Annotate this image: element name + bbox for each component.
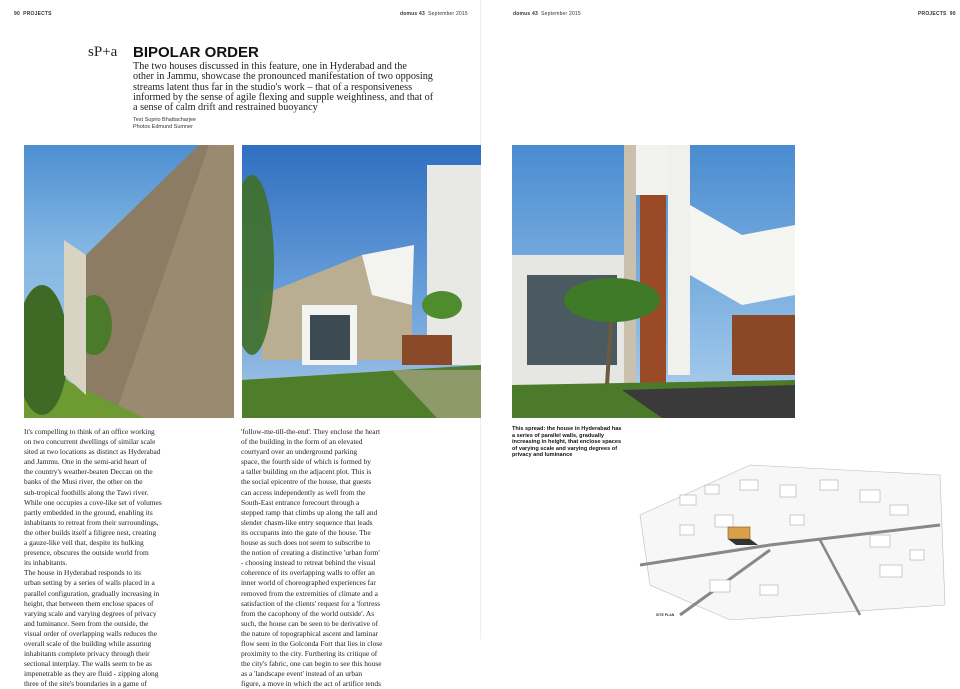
body-text-line: sub-tropical foothills along the Tawi river. <box>24 487 149 497</box>
body-text-line: partly embedded in the ground, enabling its <box>24 507 153 517</box>
body-text-line: sited at two locations as distinct as Hyderabad <box>24 447 161 457</box>
body-text-line: stepped ramp that climbs up along the tall and <box>241 507 378 517</box>
deck-line: informed by the sense of agile flexing and supple weightiness, and that of <box>133 91 434 103</box>
magazine-issue: domus 43 <box>400 11 425 17</box>
body-text-line: and luminance. Seen from the outside, the <box>24 618 149 628</box>
body-text-line: 'follow-me-till-the-end'. They enclose the heart <box>241 427 380 436</box>
body-text-line: a gauze-like veil that, despite its hulking <box>24 538 144 548</box>
body-text-line: visual order of overlapping walls reduces the <box>24 628 157 638</box>
body-text-line: the nature of topographical ascent and laminar <box>241 628 379 638</box>
body-text-line: presence, obscures the outside world from <box>24 548 149 558</box>
text-credit: Text Suprio Bhattacharjee <box>133 117 196 123</box>
body-text-line: house as such does not seem to subscribe to <box>241 538 371 548</box>
body-text-line: South-East entrance forecourt through a <box>241 497 360 507</box>
body-text-line: its inhabitants. <box>24 558 68 568</box>
deck-line: The two houses discussed in this feature, one in Hyderabad and the <box>133 61 407 72</box>
photo-caption: This spread: the house in Hyderabad has a series of parallel walls, gradually increasing in height, that enclose spaces of varying scale and varying degrees of privacy and luminance <box>512 426 622 459</box>
body-text-line: three of the site's boundaries in a game of <box>24 679 147 689</box>
body-text-line: slender chasm-like entry sequence that leads <box>241 517 373 527</box>
body-text-line: such, the house can be seen to be derivative of <box>241 618 379 628</box>
body-text-line: sectional interplay. The walls seem to be as <box>24 659 152 669</box>
body-text-line: the other builds itself a filigree nest, creating <box>24 527 157 537</box>
body-text-line: impenetrable as they are fluid - zipping along <box>24 669 159 679</box>
body-text-line: as a 'landscape event' instead of an urban <box>241 669 363 679</box>
body-text-line: varying scale and varying degrees of privacy <box>24 608 157 618</box>
body-text-line: figure, a move in which the act of artifice tends <box>241 679 381 689</box>
body-text-line: its occupants into the gate of the house. The <box>241 527 371 537</box>
deck-line: a sense of calm drift and restrained buoyancy <box>133 102 318 114</box>
body-text-line: space, the fourth side of which is formed by <box>241 457 371 467</box>
body-text-line: height, that between them enclose spaces of <box>24 598 154 608</box>
body-text-line: urban setting by a series of walls placed in a <box>24 578 155 588</box>
magazine-issue: domus 43 <box>513 11 538 17</box>
body-column-1 <box>24 427 162 689</box>
photo-credit: Photos Edmund Sumner <box>133 124 193 130</box>
body-text-line: the social epicentre of the house, that guests <box>241 477 372 487</box>
body-text-line: overall scale of the building while assuring <box>24 638 152 648</box>
body-text-line: flow seen in the Golconda Fort that lies in close <box>241 638 383 648</box>
body-text-line: of the building in the form of an elevated <box>241 437 363 447</box>
body-text-line: coherence of its overlapping walls to offer an <box>241 568 375 578</box>
body-text-line: It's compelling to think of an office working <box>24 427 155 436</box>
left-page-magazine <box>400 11 468 17</box>
body-text-line: The house in Hyderabad responds to its <box>24 568 141 578</box>
deck-line: other in Jammu, showcase the pronounced manifestation of two opposing <box>133 71 433 83</box>
body-text-line: removed from the extremities of climate and a <box>241 588 378 598</box>
body-text-line: parallel configuration, gradually increasing in <box>24 588 160 598</box>
section-label: PROJECTS <box>23 11 52 17</box>
photo-house-exterior <box>242 145 481 418</box>
studio-logo: sP+a <box>88 44 118 60</box>
body-text-line: While one occupies a cove-like set of volumes <box>24 497 162 507</box>
body-column-2 <box>241 427 382 689</box>
photo-stone-wall <box>24 145 234 418</box>
body-text-line: the city's fabric, one can begin to see this house <box>241 659 382 669</box>
section-label: PROJECTS <box>918 11 947 17</box>
article-deck <box>133 62 448 113</box>
photo-house-entrance <box>512 145 795 418</box>
right-page-header <box>918 11 956 17</box>
body-text-line: on two concurrent dwellings of similar scale <box>24 437 156 447</box>
body-text-line: the country's weather-beaten Deccan on the <box>24 467 153 477</box>
site-plan-drawing <box>620 455 950 625</box>
body-text-line: and Jammu. One in the semi-arid heart of <box>24 457 147 467</box>
deck-line: streams latent thus far in the studio's work – that of a responsiveness <box>133 81 413 93</box>
site-plan-label: SITE PLAN <box>656 613 675 617</box>
issue-date: September 2015 <box>428 11 468 17</box>
body-text-line: inhabitants complete privacy through their <box>24 649 150 659</box>
body-text-line: inhabitants to retreat from their surroundings, <box>24 517 159 527</box>
body-text-line: - choosing instead to retreat behind the visual <box>241 558 376 568</box>
body-text-line: can access independently as well from the <box>241 487 366 497</box>
right-page-magazine <box>513 11 581 17</box>
issue-date: September 2015 <box>541 11 581 17</box>
page-number: 90 <box>14 11 20 17</box>
body-text-line: inner world of choreographed experiences far <box>241 578 376 588</box>
body-text-line: a taller building on the adjacent plot. This is <box>241 467 372 477</box>
body-text-line: proximity to the city. Furthering its critique of <box>241 649 378 659</box>
body-text-line: the notion of creating a distinctive 'urban form' <box>241 548 380 558</box>
body-text-line: courtyard over an underground parking <box>241 447 358 457</box>
body-text-line: banks of the Musi river, the other on the <box>24 477 143 487</box>
page-number: 90 <box>949 11 956 17</box>
body-text-line: from the cacophony of the world outside'. As <box>241 608 375 618</box>
article-title: BIPOLAR ORDER <box>133 44 259 61</box>
body-text-line: satisfaction of the clients' request for a 'fortress <box>241 598 381 608</box>
left-page-header <box>14 11 52 17</box>
